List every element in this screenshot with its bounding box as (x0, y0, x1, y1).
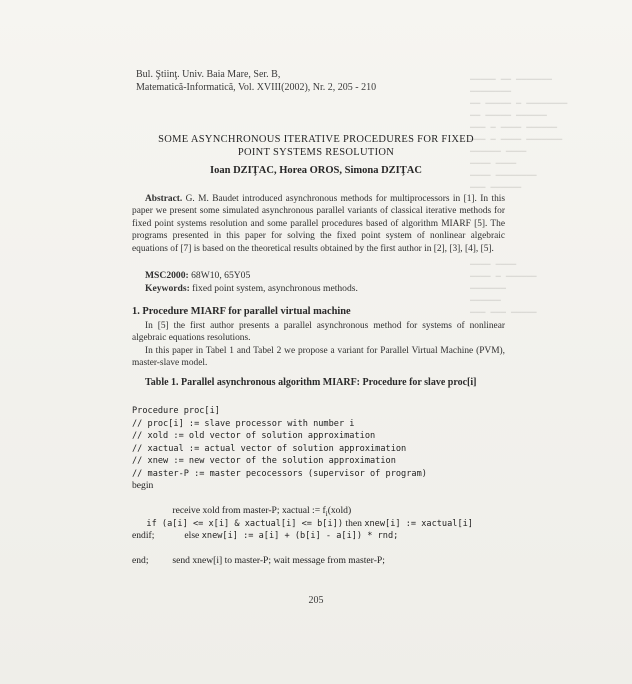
msc-value: 68W10, 65Y05 (191, 270, 251, 281)
code-comment: // xnew := new vector of the solution approximation (132, 456, 396, 466)
code-keyword-endif: endif; (132, 530, 155, 541)
table-caption: Table 1. Parallel asynchronous algorithm MIARF: Procedure for slave proc[i] (145, 377, 477, 388)
section-heading: 1. Procedure MIARF for parallel virtual machine (132, 306, 351, 317)
bleed-through-texture: ▁▁▁▁▁ ▁▁ ▁▁▁▁▁▁▁ ▁▁▁▁▁▁▁▁ ▁▁ ▁▁▁▁▁ ▁ ▁▁▁▁▁▁▁▁ ▁▁ ▁▁▁▁▁ ▁▁▁▁▁▁ ▁▁▁ ▁ ▁▁▁▁ ▁▁▁▁▁▁ ▁▁▁ ▁ ▁▁▁▁ ▁▁▁▁▁▁▁ ▁▁▁▁▁▁ ▁▁▁▁ ▁▁▁▁ ▁▁▁▁ ▁▁▁▁ ▁▁▁▁▁▁▁▁ ▁▁▁ ▁▁▁▁▁▁ (470, 71, 568, 189)
paragraph-2: In this paper in Tabel 1 and Tabel 2 we propose a variant for Parallel Virtual Machine (PVM), master-slave model. (132, 346, 505, 369)
paper-title-line2: POINT SYSTEMS RESOLUTION (237, 147, 395, 158)
procedure-listing (132, 405, 522, 568)
paper-title (110, 133, 522, 159)
code-comment: // master-P := master pecocessors (supervisor of program) (132, 468, 427, 479)
keywords (145, 283, 358, 294)
code-receive: receive xold from master-P; (172, 505, 280, 516)
keywords-value: fixed point system, asynchronous methods. (192, 283, 358, 294)
code-then-assign: xnew[i] := xactual[i] (364, 518, 473, 529)
code-then: then (343, 517, 365, 529)
code-line: Procedure proc[i] (132, 406, 220, 416)
keywords-label: Keywords: (145, 283, 190, 294)
paragraph-1: In [5] the first author presents a parallel asynchronous method for systems of nonlinear algebraic equations resolutions. (132, 321, 505, 344)
code-comment: // xold := old vector of solution approximation (132, 431, 376, 441)
paper-title-line1: SOME ASYNCHRONOUS ITERATIVE PROCEDURES FOR FIXED (158, 134, 474, 145)
code-wait: wait message from master-P; (271, 555, 385, 566)
paper-authors: Ioan DZIŢAC, Horea OROS, Simona DZIŢAC (210, 165, 422, 176)
code-line (132, 543, 522, 566)
abstract (132, 193, 505, 255)
page-number: 205 (308, 595, 324, 606)
code-arg: (xold) (327, 505, 352, 516)
code-line (132, 493, 522, 518)
bleed-through-texture-2: ▁▁▁▁ ▁▁▁▁ ▁▁▁▁ ▁ ▁▁▁▁▁▁ ▁▁▁▁▁▁▁ ▁▁▁▁▁▁ ▁▁▁ ▁▁▁ ▁▁▁▁▁ (470, 256, 537, 314)
abstract-text: G. M. Baudet introduced asynchronous methods for multiprocessors in [1]. In this paper we present some simulated asynchronous parallel variants of classical iterative methods for fixed point systems resolution and some parallel procedures based of algorithm MIARF [5]. The programs presented in this paper for solving the fixed point system of nonlinear algebraic equations of [7] is based on the theoretical results obtained by the first author in [2], [3], [4], [5]. (132, 194, 506, 254)
code-condition: if (a[i] <= x[i] & xactual[i] <= b[i]) (146, 518, 343, 529)
code-assign: xactual := f (279, 505, 326, 516)
code-comment: // xactual := actual vector of solution approximation (132, 443, 407, 454)
code-comment: // proc[i] := slave processor with number i (132, 418, 355, 429)
journal-header-line2: Matematică-Informatică, Vol. XVIII(2002), Nr. 2, 205 - 210 (136, 82, 377, 93)
journal-header-line1: Bul. Ştiinţ. Univ. Baia Mare, Ser. B, (136, 69, 281, 80)
code-else: else (184, 530, 202, 541)
code-keyword-begin: begin (132, 480, 154, 491)
code-keyword-end: end; (132, 555, 149, 566)
msc-label: MSC2000: (145, 270, 189, 281)
abstract-label: Abstract. (145, 194, 183, 204)
journal-header (136, 68, 376, 94)
msc-classification (145, 270, 250, 281)
code-else-assign: xnew[i] := a[i] + (b[i] - a[i]) * rnd; (201, 531, 399, 541)
code-send: send xnew[i] to master-P; (172, 555, 272, 566)
code-subscript: i (325, 509, 328, 518)
